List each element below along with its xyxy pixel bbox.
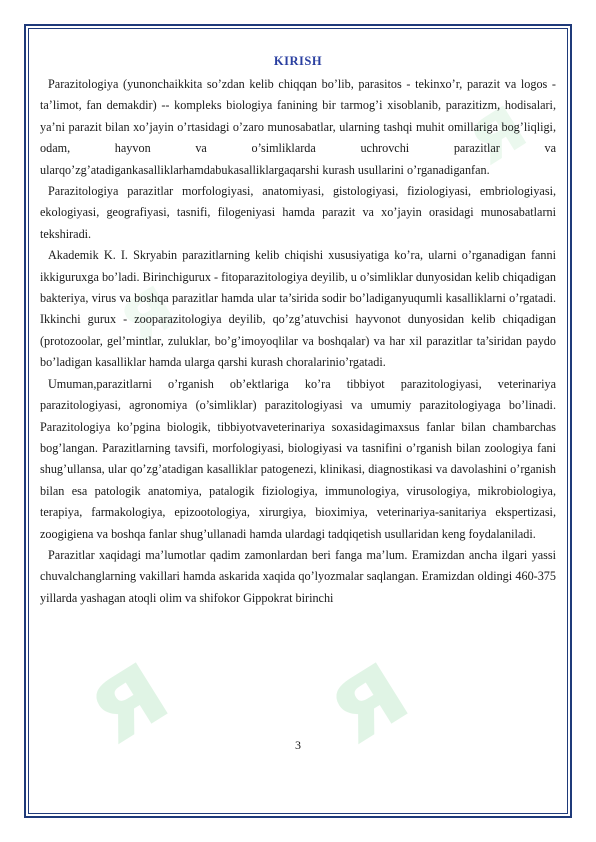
watermark-logo-icon: я [301, 622, 430, 768]
paragraph: Umuman,parazitlarni o’rganish ob’ektlariga ko’ra tibbiyot parazitologiyasi, veterinariya parazitologiyasi, agronomiya (o’simliklar) parazitologiyasi va umumiy parazitologiyaga bo’linadi. Parazitologiya ko’pgina biologik, tibbiyotvaveterinariya soxasidagimaxsus fanlar bilan chambarchas bog’langan. Parazitlarning tavsifi, morfologiyasi, biologiyasi va tasnifini o’rganish bilan zoologiya fani shug’ullansa, ular qo’zg’atadigan kasalliklar patogenezi, klinikasi, diagnostikasi va davolashini o’rganish bilan esa patologik anatomiya, patalogik fiziologiya, immunologiya, virusologiya, mikrobiologiya, terapiya, farmakologiya, epizootologiya, xirurgiya, bioximiya, veterinariya-sanitariya ekspertizasi, zoogigiena va boshqa fanlar shug’ullanadi hamda ulardagi tadqiqetish usullaridan keng foydalaniladi. [40, 376, 556, 541]
page-number: 3 [295, 738, 301, 752]
watermark-logo-icon: я [98, 256, 192, 363]
paragraph: Parazitlar xaqidagi ma’lumotlar qadim zamonlardan beri fanga ma’lum. Eramizdan ancha ilgari yassi chuvalchanglarning vakillari hamda askarida xaqida qo’lyozmalar saqlangan. Eramizdan oldingi 460-375 yillarda yashagan atoqli olim va shifokor Gippokrat birinchi [40, 547, 556, 605]
watermark-logo-icon: я [61, 622, 190, 768]
paragraph: Akademik K. I. Skryabin parazitlarning kelib chiqishi xususiyatiga ko’ra, ularni o’rganadigan fanni ikkiguruxga bo’ladi. Birinchigurux - fitoparazitologiya deyilib, u o’simliklar dunyosidan kelib chiqadigan bakteriya, virus va boshqa parazitlar hamda ular ta’sirida sodir bo’ladiganyuqumli kasalliklarni o’rgatadi. Ikkinchi gurux - zooparazitologiya deyilib, qo’zg’atuvchisi hayvonot dunyosidan kelib chiqadigan (protozoolar, gel’mintlar, zuluklar, bo’g’imoyoqlilar va boshqalar) va har xil parazitlar ta’siridan paydo bo’ladigan kasalliklar hamda ularga qarshi kurash choralarinio’rgatadi. [40, 248, 556, 370]
watermark-logo-icon: я [448, 76, 542, 183]
document-body [40, 54, 556, 609]
page-title: KIRISH [273, 54, 323, 68]
paragraph: Parazitologiya parazitlar morfologiyasi, anatomiyasi, gistologiyasi, fiziologiyasi, embriologiyasi, ekologiyasi, geografiyasi, tasnifi, filogeniyasi hamda parazit va xo’jayin orasidagi munosabatlarni tekshiradi. [40, 184, 556, 241]
paragraph: Parazitologiya (yunonchaikkita so’zdan kelib chiqqan bo’lib, parasitos - tekinxo’r, parazit va logos - ta’limot, fan demakdir) -- kompleks biologiya fanining bir tarmog’i xisoblanib, parazitizm, hodisalari, ya’ni parazit bilan xo’jayin o’rtasidagi o’zaro munosabatlar, ularning tashqi muhit omillariga bog’liqligi, odam, hayvon va o’simliklarda uchrovchi parazitlar va ularqo’zg’atadigankasalliklarhamdabukasalliklargaqarshi kurash usullarini o’rganadiganfan. [40, 77, 556, 177]
